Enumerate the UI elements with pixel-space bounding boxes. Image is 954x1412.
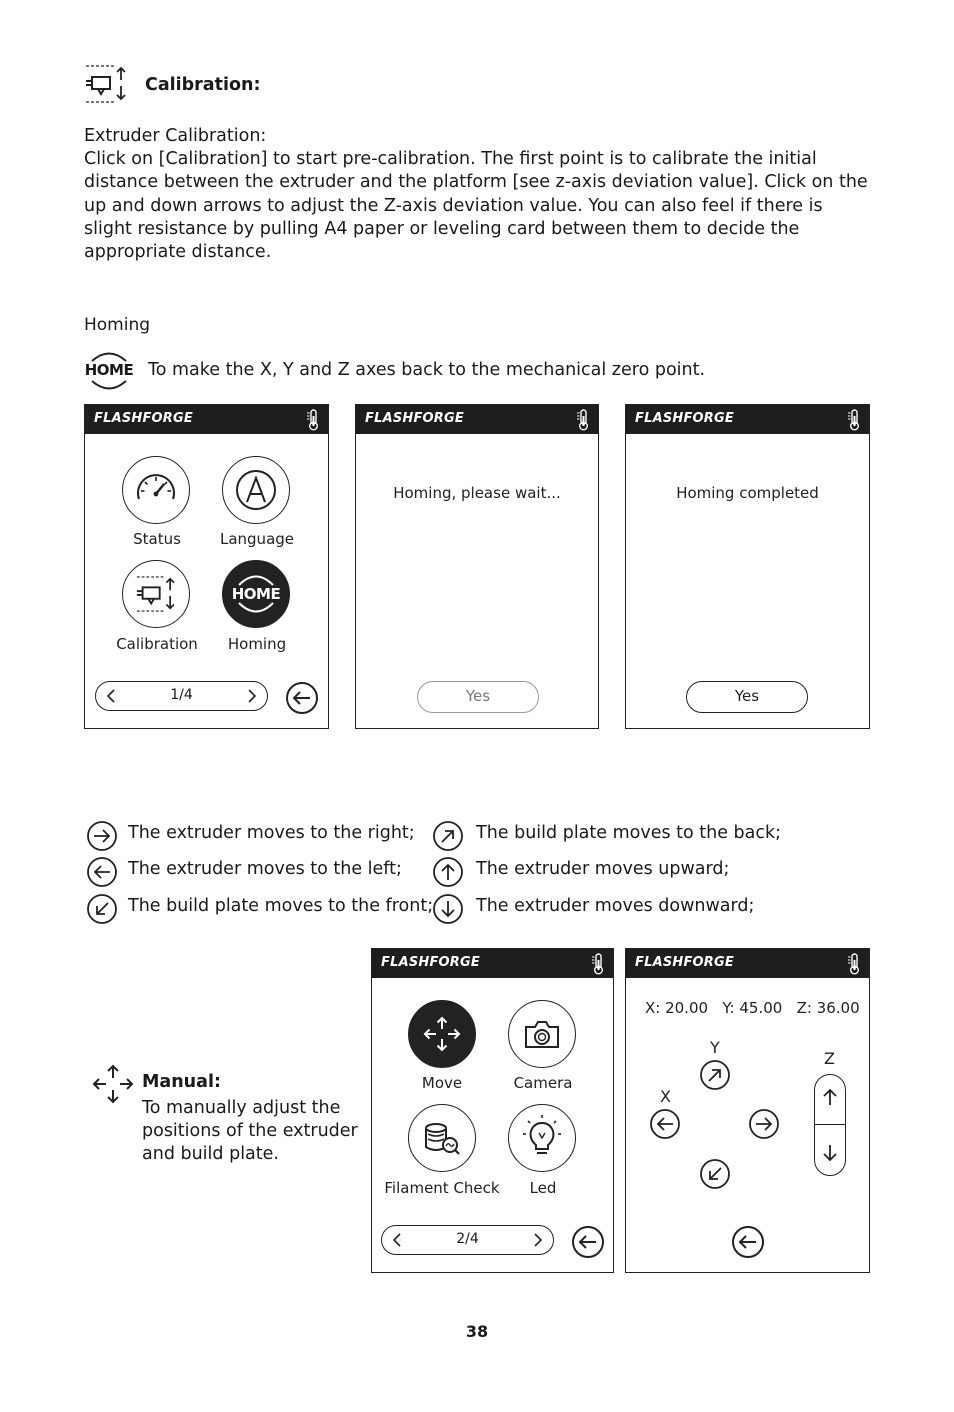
page-navigator xyxy=(381,1225,554,1255)
filament-check-button[interactable] xyxy=(408,1104,476,1172)
thermometer-icon xyxy=(306,409,320,431)
axis-label-z: Z xyxy=(824,1049,835,1068)
z-axis-control xyxy=(814,1074,846,1176)
printer-screen-homing-complete xyxy=(625,404,870,729)
page-indicator: 2/4 xyxy=(456,1231,479,1247)
page-number: 38 xyxy=(465,1322,489,1341)
legend-text: The build plate moves to the front; xyxy=(128,896,434,916)
flashforge-logo: FLASHFORGE xyxy=(365,411,464,426)
calibration-subheading: Extruder Calibration: xyxy=(84,126,267,146)
move-right-button[interactable] xyxy=(748,1108,780,1140)
language-icon xyxy=(223,457,289,523)
lightbulb-icon xyxy=(509,1105,575,1171)
menu-label: Calibration xyxy=(116,635,198,653)
page-navigator xyxy=(95,681,268,711)
menu-label: Move xyxy=(421,1074,463,1092)
homing-description: To make the X, Y and Z axes back to the mechanical zero point. xyxy=(148,360,706,380)
back-button[interactable] xyxy=(285,681,319,715)
homing-heading: Homing xyxy=(84,315,151,335)
printer-screen-menu-1 xyxy=(84,404,329,729)
legend-text: The extruder moves upward; xyxy=(476,859,730,879)
arrow-right-icon xyxy=(86,820,118,852)
calibration-icon xyxy=(84,64,130,104)
move-button[interactable] xyxy=(408,1000,476,1068)
axis-label-y: Y xyxy=(710,1038,720,1057)
camera-icon xyxy=(509,1001,575,1067)
yes-button[interactable]: Yes xyxy=(686,681,808,713)
menu-label: Homing xyxy=(227,635,287,653)
move-back-button[interactable] xyxy=(699,1059,731,1091)
chevron-right-icon[interactable] xyxy=(247,689,257,703)
yes-button[interactable]: Yes xyxy=(417,681,539,713)
move-front-button[interactable] xyxy=(699,1158,731,1190)
manual-body-line: and build plate. xyxy=(142,1144,279,1164)
printer-screen-manual-move xyxy=(625,948,870,1273)
menu-label: Led xyxy=(529,1179,557,1197)
legend-text: The extruder moves to the left; xyxy=(128,859,402,879)
arrow-left-icon xyxy=(86,856,118,888)
thermometer-icon xyxy=(591,953,605,975)
status-message: Homing completed xyxy=(676,484,819,502)
page-indicator: 1/4 xyxy=(170,687,193,703)
z-down-button[interactable] xyxy=(822,1143,838,1163)
flashforge-logo: FLASHFORGE xyxy=(635,411,734,426)
language-button[interactable] xyxy=(222,456,290,524)
arrow-up-icon xyxy=(432,856,464,888)
menu-label: Filament Check xyxy=(384,1179,500,1197)
flashforge-logo: FLASHFORGE xyxy=(381,955,480,970)
menu-label: Camera xyxy=(513,1074,573,1092)
back-button[interactable] xyxy=(571,1225,605,1259)
thermometer-icon xyxy=(847,953,861,975)
arrow-down-icon xyxy=(432,893,464,925)
home-icon-text: HOME xyxy=(84,361,134,379)
calibration-icon xyxy=(123,561,189,627)
chevron-right-icon[interactable] xyxy=(533,1233,543,1247)
legend-text: The extruder moves to the right; xyxy=(128,823,415,843)
menu-label: Status xyxy=(133,530,181,548)
z-up-button[interactable] xyxy=(822,1087,838,1107)
screen-header xyxy=(85,405,328,434)
calibration-body: Click on [Calibration] to start pre-calibration. The first point is to calibrate the initial distance between the extruder and the platform [see z-axis deviation value]. Click on the up and down arrows to adjust the Z-axis deviation value. You can also feel if there is slight resistance by pulling A4 paper or leveling card between them to decide the appropriate distance. xyxy=(84,149,868,263)
manual-body-line: positions of the extruder xyxy=(142,1121,358,1141)
home-icon xyxy=(84,348,134,394)
menu-label: Language xyxy=(219,530,295,548)
screen-header xyxy=(626,405,869,434)
arrow-up-right-icon xyxy=(432,820,464,852)
manual-body-line: To manually adjust the xyxy=(142,1098,341,1118)
screen-header xyxy=(356,405,598,434)
filament-spool-icon xyxy=(409,1105,475,1171)
move-icon xyxy=(409,1001,475,1067)
printer-screen-homing-wait xyxy=(355,404,599,729)
home-icon-text: HOME xyxy=(231,585,281,603)
status-message: Homing, please wait... xyxy=(393,484,561,502)
led-button[interactable] xyxy=(508,1104,576,1172)
axis-label-x: X xyxy=(660,1087,671,1106)
printer-screen-menu-2 xyxy=(371,948,614,1273)
status-button[interactable] xyxy=(122,456,190,524)
position-readout: X: 20.00 Y: 45.00 Z: 36.00 xyxy=(645,999,860,1017)
back-button[interactable] xyxy=(731,1225,765,1259)
thermometer-icon xyxy=(847,409,861,431)
legend-text: The build plate moves to the back; xyxy=(476,823,782,843)
flashforge-logo: FLASHFORGE xyxy=(635,955,734,970)
homing-button[interactable] xyxy=(222,560,290,628)
screen-header xyxy=(626,949,869,978)
gauge-icon xyxy=(123,457,189,523)
legend-text: The extruder moves downward; xyxy=(476,896,755,916)
flashforge-logo: FLASHFORGE xyxy=(94,411,193,426)
arrow-down-left-icon xyxy=(86,893,118,925)
calibration-button[interactable] xyxy=(122,560,190,628)
screen-header xyxy=(372,949,613,978)
thermometer-icon xyxy=(576,409,590,431)
manual-heading: Manual: xyxy=(142,1072,221,1092)
move-left-button[interactable] xyxy=(649,1108,681,1140)
calibration-heading: Calibration: xyxy=(145,75,261,95)
move-icon xyxy=(91,1062,135,1106)
camera-button[interactable] xyxy=(508,1000,576,1068)
